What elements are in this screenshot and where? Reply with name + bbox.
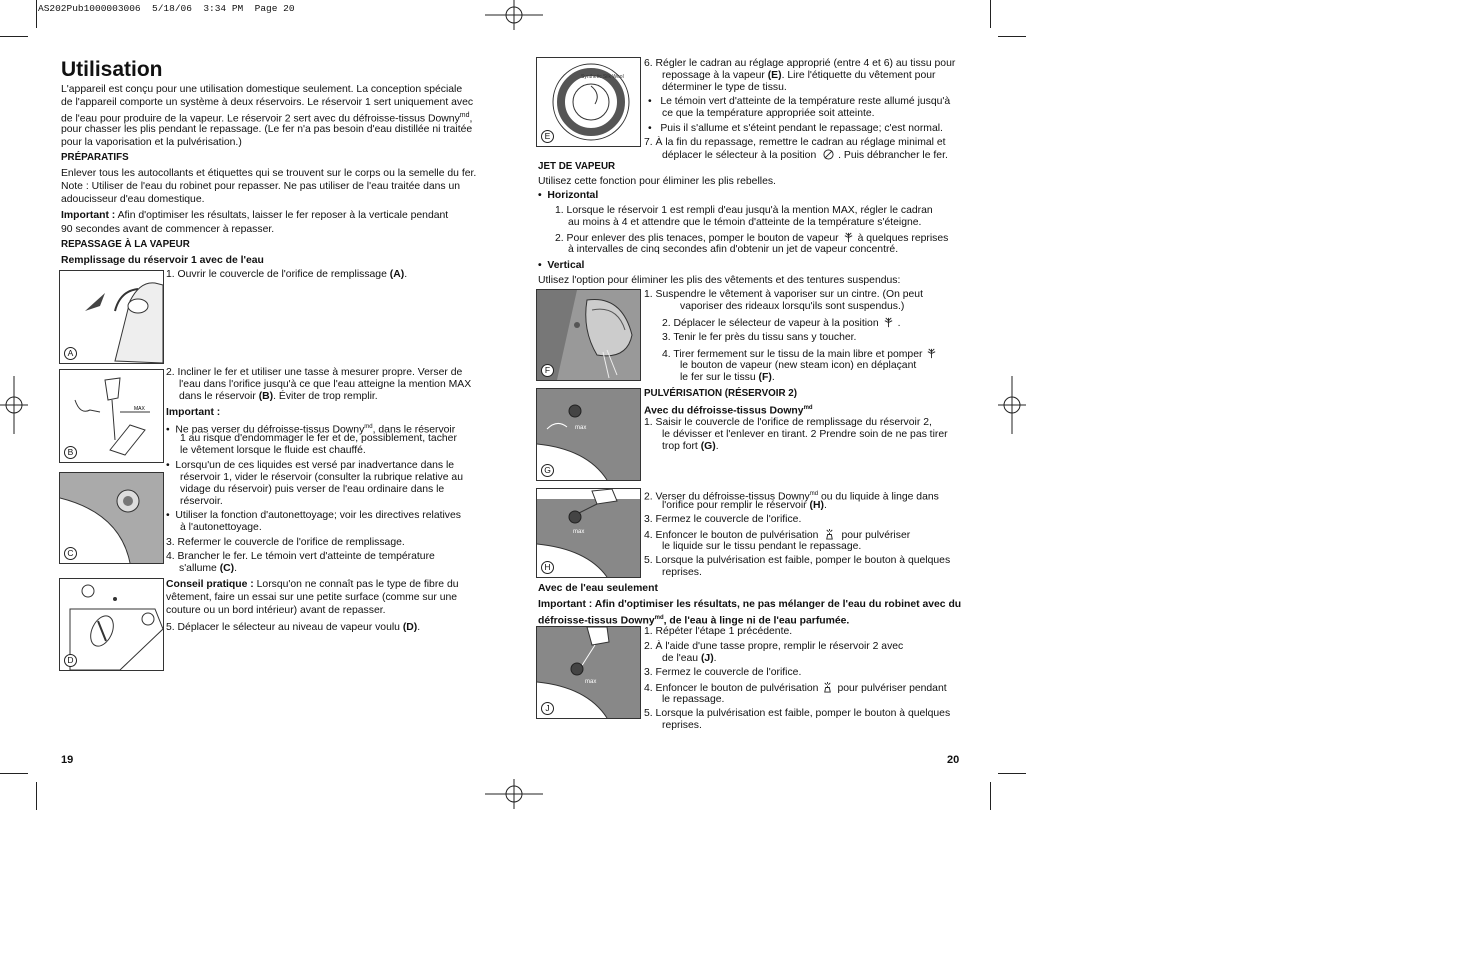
step-text: 2. Verser du défroisse-tissus Downy$^{md}$ ou du liquide à linge dans <box>644 491 939 503</box>
figure-label: B <box>64 446 77 459</box>
step-text: s'allume (C). <box>179 563 238 574</box>
intro-line: L'appareil est conçu pour une utilisation domestique seulement. La conception spéciale <box>61 84 463 95</box>
figure-label: G <box>541 464 554 477</box>
figure-j <box>536 626 641 719</box>
step-text: 1. Saisir le couvercle de l'orifice de remplissage du réservoir 2, <box>644 417 932 428</box>
bullet-item: réservoir. <box>180 496 223 507</box>
figure-e <box>536 57 641 147</box>
step-text: 4. Brancher le fer. Le témoin vert d'atteinte de température <box>166 551 435 562</box>
tip-text: Conseil pratique : Lorsqu'on ne connaît pas le type de fibre du <box>166 579 459 590</box>
figure-f <box>536 289 641 381</box>
tip-text: vêtement, faire un essai sur une petite surface (comme sur une <box>166 592 458 603</box>
step-text: déplacer le sélecteur à la position . Puis débrancher le fer. <box>662 150 948 161</box>
paragraph-line: Note : Utiliser de l'eau du robinet pour repasser. Ne pas utiliser de l'eau traitée dans un <box>61 181 461 192</box>
page-number-right: 20 <box>947 754 960 766</box>
step-text: 5. Lorsque la pulvérisation est faible, pomper le bouton à quelques <box>644 708 951 719</box>
bullet-item: le vêtement lorsque le fluide est chauffé. <box>180 445 366 456</box>
step-text: 3. Fermez le couvercle de l'orifice. <box>644 514 802 525</box>
crop-mark <box>36 0 37 28</box>
max-label: max <box>575 425 587 431</box>
step-text: à intervalles de cinq secondes afin d'obtenir un jet de vapeur concentré. <box>568 244 899 255</box>
crop-mark <box>0 773 28 774</box>
max-label: max <box>585 679 597 685</box>
sub-heading: • Vertical <box>538 260 585 271</box>
step-text: 2. Pour enlever des plis tenaces, pomper le bouton de vapeur à quelques reprises <box>555 233 949 244</box>
bullet-item: • Ne pas verser du défroisse-tissus Downy$^{md}$, dans le réservoir <box>166 424 456 436</box>
bullet-item: à l'autonettoyage. <box>180 522 262 533</box>
bullet-item: • Puis il s'allume et s'éteint pendant le repassage; c'est normal. <box>648 123 943 134</box>
bullet-item: • Le témoin vert d'atteinte de la température reste allumé jusqu'à <box>648 96 951 107</box>
figure-label: E <box>541 130 554 143</box>
steam-off-icon <box>823 149 834 160</box>
step-text: vaporiser des rideaux lorsqu'ils sont suspendus.) <box>680 301 905 312</box>
figure-h <box>536 488 641 578</box>
important-note: Important : Afin d'optimiser les résultats, ne pas mélanger de l'eau du robinet avec du <box>538 599 962 610</box>
intro-line: pour la vaporisation et la pulvérisation.) <box>61 137 242 148</box>
print-header: AS202Pub1000003006 5/18/06 3:34 PM Page 20 <box>38 3 295 14</box>
important-note: Important : Afin d'optimiser les résultats, laisser le fer reposer à la verticale pendant <box>61 210 449 221</box>
figure-c <box>59 472 164 564</box>
figure-label: H <box>541 561 554 574</box>
figure-a <box>59 270 164 364</box>
step-text: l'eau dans l'orifice jusqu'à ce que l'eau atteigne la mention MAX <box>179 379 472 390</box>
paragraph-line: Utilisez cette fonction pour éliminer les plis rebelles. <box>538 176 776 187</box>
sub-heading: • Horizontal <box>538 190 599 201</box>
registration-mark-bottom <box>485 779 543 809</box>
sub-heading: Avec de l'eau seulement <box>538 583 658 594</box>
paragraph-line: Enlever tous les autocollants et étiquettes qui se trouvent sur le corps ou la semelle du fer. <box>61 168 477 179</box>
step-text: le fer sur le tissu (F). <box>680 372 775 383</box>
figure-label: F <box>541 364 554 377</box>
figure-d <box>59 578 164 671</box>
step-text: l'orifice pour remplir le réservoir (H). <box>662 500 827 511</box>
step-text: 4. Enfoncer le bouton de pulvérisation pour pulvériser <box>644 530 911 541</box>
sub-heading: Avec du défroisse-tissus Downy$^{md}$ <box>644 405 813 417</box>
intro-line: de l'eau pour produire de la vapeur. Le réservoir 2 sert avec du défroisse-tissus Downy$^{md}$, <box>61 112 473 125</box>
sub-heading: Remplissage du réservoir 1 avec de l'eau <box>61 255 264 266</box>
figure-label: C <box>64 547 77 560</box>
figure-label: D <box>64 654 77 667</box>
step-text: 5. Déplacer le sélecteur au niveau de vapeur voulu (D). <box>166 622 421 633</box>
step-text: 1. Répéter l'étape 1 précédente. <box>644 626 793 637</box>
step-text: de l'eau (J). <box>662 653 717 664</box>
paragraph-line: adoucisseur d'eau domestique. <box>61 194 205 205</box>
crop-mark <box>36 782 37 810</box>
intro-line: pour chasser les plis pendant le repassage. (Le fer n'a pas besoin d'eau distillée ni traitée <box>61 124 473 135</box>
section-heading: JET DE VAPEUR <box>538 161 616 172</box>
important-note: 90 secondes avant de commencer à repasser. <box>61 224 275 235</box>
step-text: 4. Enfoncer le bouton de pulvérisation pour pulvériser pendant <box>644 683 947 694</box>
max-label: max <box>573 529 585 535</box>
crop-mark <box>998 36 1026 37</box>
section-heading: REPASSAGE À LA VAPEUR <box>61 239 190 250</box>
figure-label: J <box>541 702 554 715</box>
step-text: trop fort (G). <box>662 441 719 452</box>
step-text: reprises. <box>662 720 702 731</box>
step-text: 2. Incliner le fer et utiliser une tasse à mesurer propre. Verser de <box>166 367 463 378</box>
step-text: dans le réservoir (B). Éviter de trop remplir. <box>179 391 378 402</box>
step-text: déterminer le type de tissu. <box>662 82 787 93</box>
step-text: le bouton de vapeur (new steam icon) en déplaçant <box>680 360 917 371</box>
step-text: le dévisser et l'enlever en tirant. 2 Prendre soin de ne pas tirer <box>662 429 948 440</box>
step-text: reprises. <box>662 567 702 578</box>
step-text: 1. Ouvrir le couvercle de l'orifice de remplissage (A). <box>166 269 408 280</box>
bullet-item: vidage du réservoir) puis verser de l'eau ordinaire dans le <box>180 484 445 495</box>
crop-mark <box>990 0 991 28</box>
step-text: 5. Lorsque la pulvérisation est faible, pomper le bouton à quelques <box>644 555 951 566</box>
dial-label: Synthetic Silk Wool <box>581 74 624 80</box>
step-text: le repassage. <box>662 694 725 705</box>
figure-g <box>536 388 641 481</box>
paragraph-line: Utlisez l'option pour éliminer les plis des vêtements et des tentures suspendus: <box>538 275 901 286</box>
figure-b <box>59 369 164 463</box>
step-text: 3. Refermer le couvercle de l'orifice de remplissage. <box>166 537 405 548</box>
spray-icon <box>822 682 833 693</box>
steam-burst-icon <box>843 232 854 243</box>
step-text: 3. Fermez le couvercle de l'orifice. <box>644 667 802 678</box>
step-text: 7. À la fin du repassage, remettre le cadran au réglage minimal et <box>644 137 946 148</box>
step-text: le liquide sur le tissu pendant le repassage. <box>662 541 862 552</box>
step-text: 1. Lorsque le réservoir 1 est rempli d'eau jusqu'à la mention MAX, régler le cadran <box>555 205 933 216</box>
step-text: au moins à 4 et attendre que le témoin d'atteinte de la température s'éteigne. <box>568 217 922 228</box>
bullet-item: 1 au risque d'endommager le fer et de, possiblement, tacher <box>180 433 457 444</box>
bullet-item: • Lorsqu'un de ces liquides est versé par inadvertance dans le <box>166 460 455 471</box>
step-text: 3. Tenir le fer près du tissu sans y toucher. <box>662 332 857 343</box>
important-note: défroisse-tissus Downy$^{md}$, de l'eau à linge ni de l'eau parfumée. <box>538 615 850 627</box>
registration-mark-left <box>0 376 28 434</box>
vertical-steam-icon <box>883 317 894 328</box>
step-text: 2. À l'aide d'une tasse propre, remplir le réservoir 2 avec <box>644 641 904 652</box>
bullet-item: ce que la température appropriée soit atteinte. <box>662 108 875 119</box>
steam-burst-icon <box>926 348 937 359</box>
bullet-item: réservoir 1, vider le réservoir (consulter la rubrique relative au <box>180 472 463 483</box>
important-label: Important : <box>166 407 221 418</box>
section-heading: PRÉPARATIFS <box>61 152 129 163</box>
bullet-item: • Utiliser la fonction d'autonettoyage; voir les directives relatives <box>166 510 461 521</box>
step-text: 1. Suspendre le vêtement à vaporiser sur un cintre. (On peut <box>644 289 923 300</box>
crop-mark <box>998 773 1026 774</box>
crop-mark <box>0 36 28 37</box>
step-text: 4. Tirer fermement sur le tissu de la main libre et pomper <box>662 348 941 362</box>
intro-line: de l'appareil comporte un système à deux réservoirs. Le réservoir 1 sert uniquement avec <box>61 97 474 108</box>
fig-b-max-text: MAX <box>134 406 145 412</box>
section-heading: PULVÉRISATION (RÉSERVOIR 2) <box>644 388 797 399</box>
registration-mark-top <box>485 0 543 30</box>
step-text: repossage à la vapeur (E). Lire l'étiquette du vêtement pour <box>662 70 936 81</box>
step-text: 6. Régler le cadran au réglage approprié (entre 4 et 6) au tissu pour <box>644 58 956 69</box>
figure-label: A <box>64 347 77 360</box>
registration-mark-right <box>998 376 1026 434</box>
tip-text: couture ou un bord intérieur) avant de repasser. <box>166 605 386 616</box>
page-number-left: 19 <box>61 754 74 766</box>
step-text: 2. Déplacer le sélecteur de vapeur à la position . <box>662 318 901 329</box>
crop-mark <box>990 782 991 810</box>
page-title: Utilisation <box>61 58 163 81</box>
spray-icon <box>824 529 835 540</box>
